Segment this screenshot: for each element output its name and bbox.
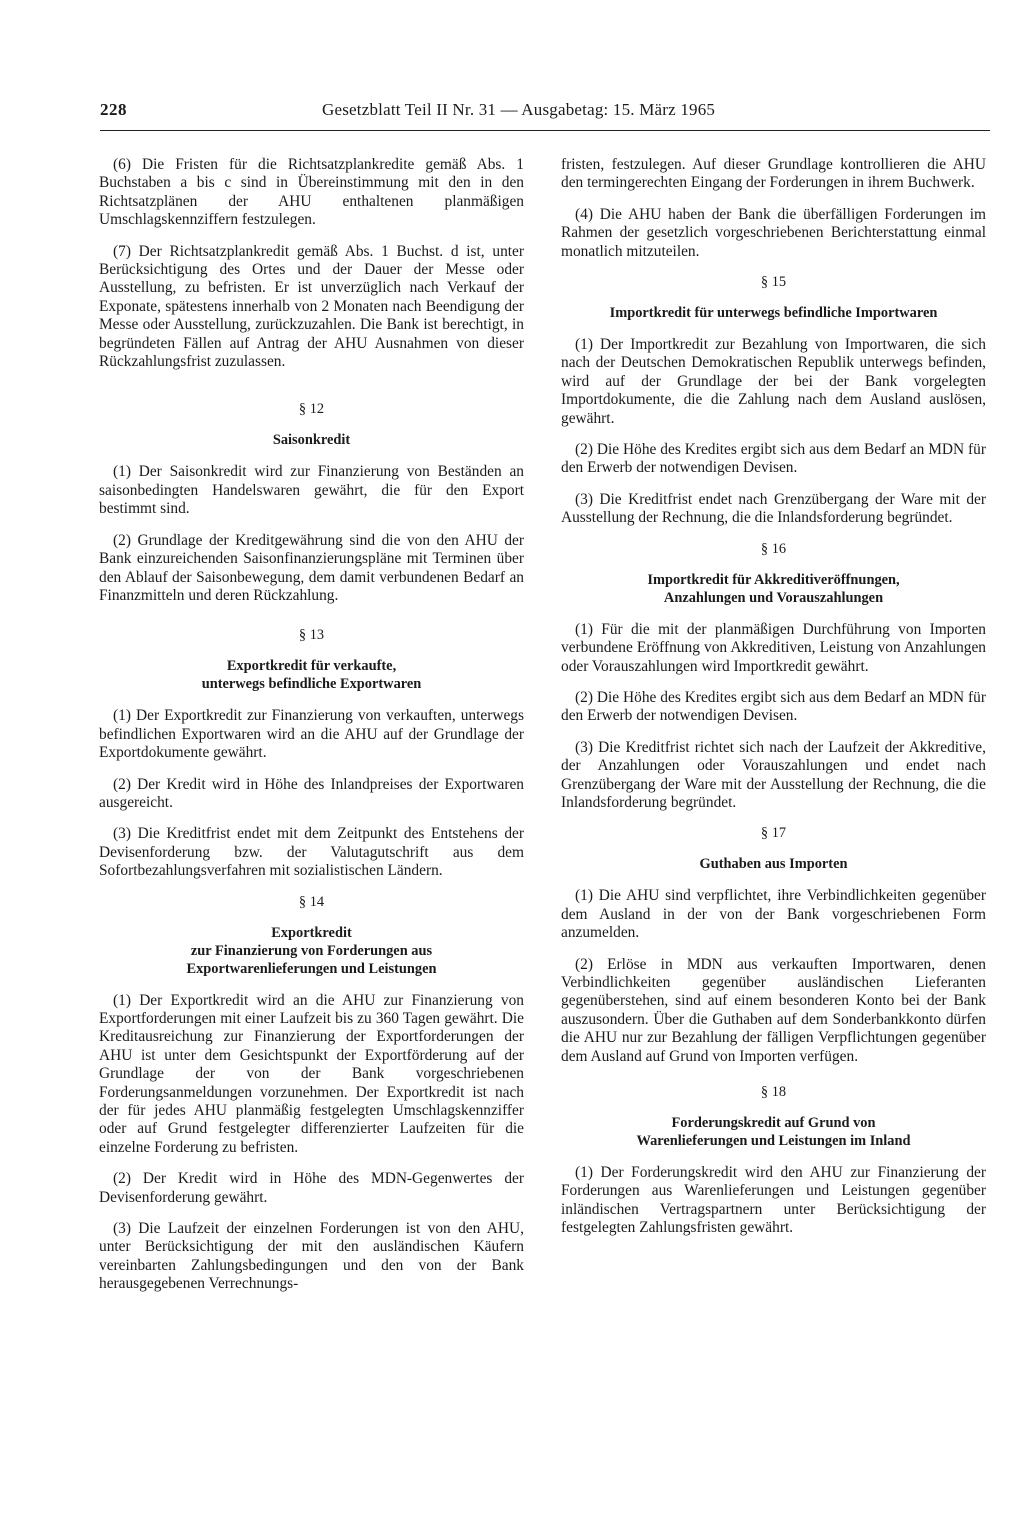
section-title-15: Importkredit für unterwegs befindliche Importwaren [609,305,938,322]
paragraph-11-7: (7) Der Richtsatzplankredit gemäß Abs. 1 Buchst. d ist, unter Berücksichtigung des Ortes und der Dauer der Messe oder Ausstellung, zu befristen. Er ist unverzüglich nach Verkauf der Exponate, spätestens innerhalb von 2 Monaten nach Beendigung der Messe oder Ausstellung, zurückzuzahlen. Die Bank ist berechtigt, in begründeten Fällen auf Antrag der AHU Ausnahmen von dieser Rückzahlungsfrist zuzulassen. [99,242,524,371]
paragraph-17-2: (2) Erlöse in MDN aus verkauften Importwaren, denen Verbindlichkeiten gegenüber ausländischen Lieferanten gegenüberstehen, sind auf einem besonderen Konto bei der Bank auszusondern. Über die Guthaben auf dem Sonderbankkonto dürfen die AHU nur zur Bezahlung der fälligen Verpflichtungen gegenüber dem Ausland auf Grund von Importen verfügen. [561,955,986,1065]
section-number-18: § 18 [760,1084,787,1100]
section-title-14-line-3: Exportwarenlieferungen und Leistungen [186,960,437,977]
paragraph-14-3-continuation: fristen, festzulegen. Auf dieser Grundlage kontrollieren die AHU den termingerechten Eingang der Forderungen in ihrem Buchwerk. [561,156,986,192]
running-title: Gesetzblatt Teil II Nr. 31 — Ausgabetag: 15. März 1965 [322,100,716,119]
section-title-13-line-2: unterwegs befindliche Exportwaren [201,676,422,693]
paragraph-13-3: (3) Die Kreditfrist endet mit dem Zeitpunkt des Entstehens der Devisenforderung bzw. der Valutagutschrift aus dem Sofortbezahlungsverfahren mit sozialistischen Ländern. [99,825,524,880]
section-title-17: Guthaben aus Importen [699,856,848,873]
section-title-14-line-1: Exportkredit [271,924,352,941]
section-title-12: Saisonkredit [272,432,351,449]
paragraph-14-4: (4) Die AHU haben der Bank die überfälligen Forderungen im Rahmen der gesetzlich vorgeschriebenen Berichterstattung einmal monatlich mitzuteilen. [561,205,986,260]
paragraph-14-2: (2) Der Kredit wird in Höhe des MDN-Gegenwertes der Devisenforderung gewährt. [99,1170,524,1206]
paragraph-15-2: (2) Die Höhe des Kredites ergibt sich aus dem Bedarf an MDN für den Erwerb der notwendigen Devisen. [561,441,986,477]
section-number-17: § 17 [760,825,787,842]
section-title-18-line-1: Forderungskredit auf Grund von [671,1115,876,1131]
page-number: 228 [100,100,127,119]
right-column [561,156,986,1251]
section-title-13 [99,657,524,693]
paragraph-11-6: (6) Die Fristen für die Richtsatzplankredite gemäß Abs. 1 Buchstaben a bis c sind in Übereinstimmung mit den in den Richtsatzplänen der AHU enthaltenen planmäßigen Umschlagskennziffern festzulegen. [99,156,524,229]
section-number-15: § 15 [760,274,787,291]
page-header [100,100,990,131]
paragraph-16-1: (1) Für die mit der planmäßigen Durchführung von Importen verbundene Eröffnung von Akkreditiven, Leistung von Anzahlungen oder Vorauszahlungen wird Importkredit gewährt. [561,620,986,675]
paragraph-13-2: (2) Der Kredit wird in Höhe des Inlandpreises der Exportwaren ausgereicht. [99,775,524,811]
section-number-13: § 13 [298,627,325,644]
paragraph-18-1: (1) Der Forderungskredit wird den AHU zur Finanzierung der Forderungen aus Warenlieferungen und Leistungen gegenüber inländischen Vertragspartnern unter Berücksichtigung der festgelegten Zahlungsfristen gewährt. [561,1164,986,1237]
paragraph-17-1: (1) Die AHU sind verpflichtet, ihre Verbindlichkeiten gegenüber dem Ausland in der von der Bank vorgeschriebenen Form anzumelden. [561,887,986,942]
section-number-14: § 14 [298,893,325,910]
paragraph-14-3: (3) Die Laufzeit der einzelnen Forderungen ist von den AHU, unter Berücksichtigung der mit den ausländischen Käufern vereinbarten Zahlungsbedingungen und den von der Bank herausgegebenen Verrechnungs- [99,1220,524,1293]
paragraph-12-2: (2) Grundlage der Kreditgewährung sind die von den AHU der Bank einzureichenden Saisonfinanzierungspläne mit Terminen über den Ablauf der Saisonbewegung, dem damit verbundenen Bedarf an Finanzmitteln und deren Rückzahlung. [99,531,524,604]
paragraph-13-1: (1) Der Exportkredit zur Finanzierung von verkauften, unterwegs befindlichen Exportwaren wird an die AHU auf der Grundlage der Exportdokumente gewährt. [99,707,524,762]
section-title-16-line-2: Anzahlungen und Vorauszahlungen [663,589,884,606]
section-title-14 [99,924,524,978]
section-number-16: § 16 [760,540,787,557]
section-title-13-line-1: Exportkredit für verkaufte, [226,658,397,675]
paragraph-16-2: (2) Die Höhe des Kredites ergibt sich aus dem Bedarf an MDN für den Erwerb der notwendigen Devisen. [561,688,986,725]
left-column [99,156,524,1307]
paragraph-15-3: (3) Die Kreditfrist endet nach Grenzübergang der Ware mit der Ausstellung der Rechnung, die die Inlandsforderung begründet. [561,490,986,527]
paragraph-12-1: (1) Der Saisonkredit wird zur Finanzierung von Beständen an saisonbedingten Handelswaren gewährt, die für den Export bestimmt sind. [99,463,524,518]
paragraph-15-1: (1) Der Importkredit zur Bezahlung von Importwaren, die sich nach der Deutschen Demokratischen Republik unterwegs befinden, wird auf der Grundlage der bei der Bank vorgelegten Importdokumente, die die Zahlung nach dem Ausland auslösen, gewährt. [561,336,986,427]
section-number-12: § 12 [298,401,325,418]
paragraph-16-3: (3) Die Kreditfrist richtet sich nach der Laufzeit der Akkreditive, der Anzahlungen oder Vorauszahlungen und endet nach Grenzübergang der Ware mit der Ausstellung der Rechnung, die die Inlandsforderung begründet. [561,738,986,811]
section-title-14-line-2: zur Finanzierung von Forderungen aus [190,942,433,959]
section-title-18 [561,1114,986,1150]
paragraph-14-1: (1) Der Exportkredit wird an die AHU zur Finanzierung von Exportforderungen mit einer Laufzeit bis zu 360 Tagen gewährt. Die Kreditausreichung zur Finanzierung der Exportforderungen der AHU ist unter dem Gesichtspunkt der Exportförderung auf der Grundlage der von der Bank vorgeschriebenen Forderungsanmeldungen vorzunehmen. Der Exportkredit ist nach der für jedes AHU planmäßig festgelegten Umschlagskennziffer oder auf Grund festgelegter differenzierter Laufzeiten für die einzelne Forderung zu befristen. [99,991,524,1156]
section-title-16 [561,571,986,607]
section-title-16-line-1: Importkredit für Akkreditiveröffnungen, [647,571,900,588]
section-title-18-line-2: Warenlieferungen und Leistungen im Inland [636,1133,911,1149]
